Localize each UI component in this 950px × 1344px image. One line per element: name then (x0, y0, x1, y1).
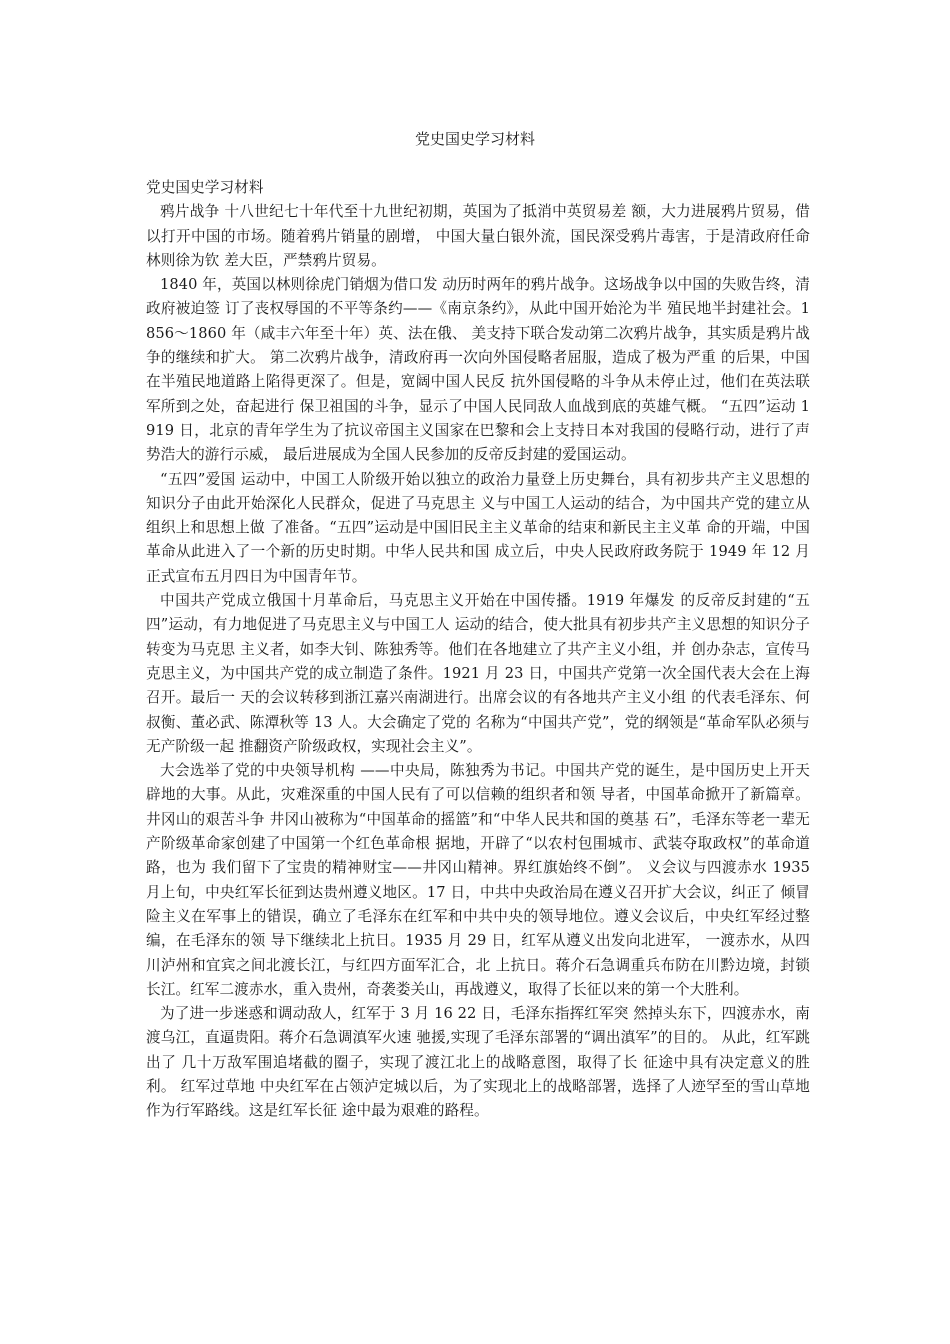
paragraph-jinggangshan-zunyi: 大会选举了党的中央领导机构 ——中央局，陈独秀为书记。中国共产党的诞生，是中国历史上开天 辟地的大事。从此，灾难深重的中国人民有了可以信赖的组织者和领 导者，中国革命掀开了新篇章。 井冈山的艰苦斗争 井冈山被称为“中国革命的摇篮”和“中华人民共和国的奠基 石”，毛泽东等老一辈无产阶级革命家创建了中国第一个红色革命根 据地，开辟了“以农村包围城市、武装夺取政权”的革命道路，也为 我们留下了宝贵的精神财宝——井冈山精神。界红旗始终不倒”。 义会议与四渡赤水 1935 月上旬，中央红军长征到达贵州遵义地区。17 日，中共中央政治局在遵义召开扩大会议，纠正了 倾冒险主义在军事上的错误，确立了毛泽东在红军和中共中央的领导地位。遵义会议后，中央红军经过整编，在毛泽东的领 导下继续北上抗日。1935 月 29 日，红军从遵义出发向北进军， 一渡赤水，从四川泸州和宜宾之间北渡长江，与红四方面军汇合，北 上抗日。蒋介石急调重兵布防在川黔边境，封锁长江。红军二渡赤水，重入贵州，奇袭娄关山，再战遵义，取得了长征以来的第一个大胜利。 (146, 762, 810, 998)
paragraph-chishui-grassland: 为了进一步迷惑和调动敌人，红军于 3 月 16 22 日，毛泽东指挥红军突 然掉头东下，四渡赤水，南渡乌江，直逼贵阳。蒋介石急调滇军火速 驰援,实现了毛泽东部署的“调出滇军”的目的。 从此，红军跳出了 几十万敌军围追堵截的圈子，实现了渡江北上的战略意图，取得了长 征途中具有决定意义的胜利。 红军过草地 中央红军在占领泸定城以后，为了实现北上的战略部署，选择了人迹罕至的雪山草地作为行军路线。这是红军长征 途中最为艰难的路程。 (146, 1005, 810, 1120)
paragraph-opium-war: 鸦片战争 十八世纪七十年代至十九世纪初期，英国为了抵消中英贸易差 额，大力进展鸦片贸易，借以打开中国的市场。随着鸦片销量的剧增， 中国大量白银外流，国民深受鸦片毒害，于是清政府任命林则徐为钦 差大臣，严禁鸦片贸易。 (146, 203, 810, 269)
document-body (146, 176, 810, 1124)
page-title: 党史国史学习材料 (414, 130, 535, 148)
paragraph-cpc-founding: 中国共产党成立俄国十月革命后，马克思主义开始在中国传播。1919 年爆发 的反帝反封建的“五四”运动，有力地促进了马克思主义与中国工人 运动的结合，使大批具有初步共产主义思想的知识分子转变为马克思 主义者，如李大钊、陈独秀等。他们在各地建立了共产主义小组，并 创办杂志，宣传马克思主义，为中国共产党的成立制造了条件。1921 月 23 日，中国共产党第一次全国代表大会在上海召开。最后一 天的会议转移到浙江嘉兴南湖进行。出席会议的有各地共产主义小组 的代表毛泽东、何叔衡、董必武、陈潭秋等 13 人。大会确定了党的 名称为“中国共产党”，党的纲领是“革命军队必须与无产阶级一起 推翻资产阶级政权，实现社会主义”。 (146, 592, 810, 755)
section-heading: 党史国史学习材料 (146, 179, 264, 196)
paragraph-may-fourth: “五四”爱国 运动中，中国工人阶级开始以独立的政治力量登上历史舞台，具有初步共产主义思想的知识分子由此开始深化人民群众，促进了马克思主 义与中国工人运动的结合，为中国共产党的建立从组织上和思想上做 了准备。“五四”运动是中国旧民主主义革命的结束和新民主主义革 命的开端，中国革命从此进入了一个新的历史时期。中华人民共和国 成立后，中央人民政府政务院于 1949 年 12 月正式宣布五月四日为中国青年节。 (146, 470, 810, 585)
paragraph-1840: 1840 年，英国以林则徐虎门销烟为借口发 动历时两年的鸦片战争。这场战争以中国的失败告终，清政府被迫签 订了丧权辱国的不平等条约——《南京条约》，从此中国开始沦为半 殖民地半封建社会。1856～1860 年（咸丰六年至十年）英、法在俄、 美支持下联合发动第二次鸦片战争，其实质是鸦片战争的继续和扩大。 第二次鸦片战争，清政府再一次向外国侵略者屈服，造成了极为严重 的后果，中国在半殖民地道路上陷得更深了。但是，宽阔中国人民反 抗外国侵略的斗争从未停止过，他们在英法联军所到之处，奋起进行 保卫祖国的斗争，显示了中国人民同敌人血战到底的英雄气概。 “五四”运动 1919 日，北京的青年学生为了抗议帝国主义国家在巴黎和会上支持日本对我国的侵略行动，进行了声势浩大的游行示威， 最后进展成为全国人民参加的反帝反封建的爱国运动。 (146, 276, 810, 464)
